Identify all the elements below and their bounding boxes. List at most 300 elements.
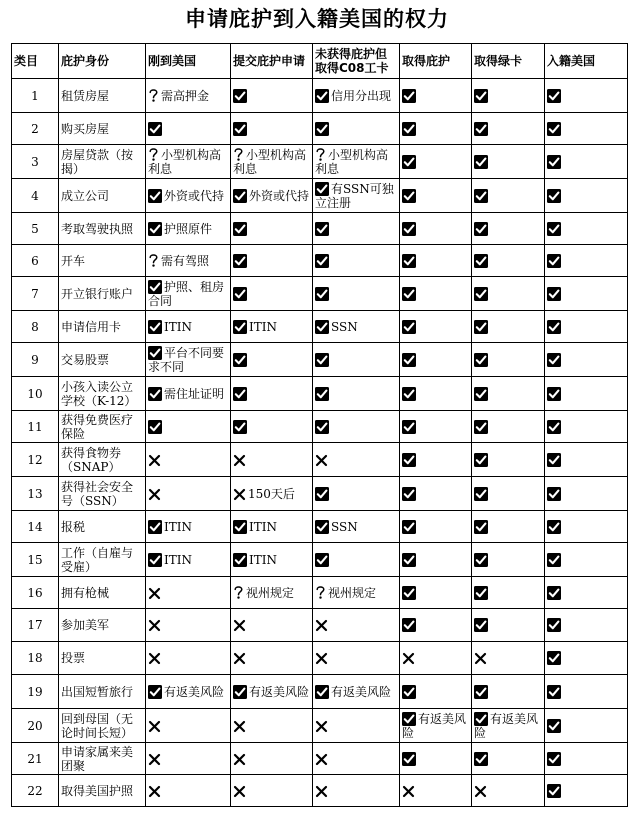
status-cell xyxy=(313,377,400,411)
row-number: 17 xyxy=(12,609,59,642)
checkbox-checked-icon xyxy=(547,254,561,268)
status-cell xyxy=(545,113,628,145)
status-cell xyxy=(545,609,628,642)
status-cell xyxy=(146,577,231,609)
checkbox-checked-icon xyxy=(474,553,488,567)
checkbox-checked-icon xyxy=(474,520,488,534)
status-cell xyxy=(400,245,472,277)
table-row xyxy=(12,743,628,775)
checkbox-checked-icon xyxy=(233,320,247,334)
cell-note: 150天后 xyxy=(248,486,295,501)
checkbox-checked-icon xyxy=(315,387,329,401)
status-cell xyxy=(472,245,545,277)
table-row xyxy=(12,477,628,511)
checkbox-checked-icon xyxy=(233,89,247,103)
status-cell xyxy=(545,79,628,113)
status-cell xyxy=(146,79,231,113)
checkbox-checked-icon xyxy=(547,320,561,334)
status-cell xyxy=(313,311,400,343)
status-cell xyxy=(313,675,400,709)
checkbox-checked-icon xyxy=(474,222,488,236)
checkbox-checked-icon xyxy=(474,618,488,632)
checkbox-checked-icon xyxy=(474,453,488,467)
status-cell xyxy=(545,642,628,675)
checkbox-checked-icon xyxy=(233,189,247,203)
status-cell xyxy=(146,343,231,377)
cross-icon xyxy=(233,652,246,665)
row-item: 购买房屋 xyxy=(59,113,146,145)
row-item: 回到母国（无论时间长短） xyxy=(59,709,146,743)
row-number: 4 xyxy=(12,179,59,213)
row-item: 租赁房屋 xyxy=(59,79,146,113)
status-cell xyxy=(146,642,231,675)
checkbox-checked-icon xyxy=(315,254,329,268)
status-cell xyxy=(313,511,400,543)
checkbox-checked-icon xyxy=(233,387,247,401)
status-cell xyxy=(231,377,313,411)
row-item: 房屋贷款（按揭） xyxy=(59,145,146,179)
checkbox-checked-icon xyxy=(315,487,329,501)
cross-icon xyxy=(315,454,328,467)
header-category: 类目 xyxy=(12,44,59,79)
status-cell xyxy=(313,343,400,377)
status-cell xyxy=(313,79,400,113)
status-cell xyxy=(146,179,231,213)
status-cell xyxy=(313,411,400,443)
cell-note: 小型机构高利息 xyxy=(315,148,389,176)
cross-icon xyxy=(233,488,246,501)
cell-note: 有返美风险 xyxy=(249,684,310,699)
row-item: 参加美军 xyxy=(59,609,146,642)
table-row xyxy=(12,343,628,377)
status-cell xyxy=(231,675,313,709)
status-cell xyxy=(313,642,400,675)
status-cell xyxy=(400,113,472,145)
checkbox-checked-icon xyxy=(474,353,488,367)
question-mark-icon xyxy=(148,253,159,268)
checkbox-checked-icon xyxy=(402,752,416,766)
status-cell xyxy=(545,511,628,543)
status-cell xyxy=(313,145,400,179)
header-asylum-status: 庇护身份 xyxy=(59,44,146,79)
table-row xyxy=(12,79,628,113)
checkbox-checked-icon xyxy=(547,287,561,301)
cell-note: 视州规定 xyxy=(328,586,377,600)
row-number: 22 xyxy=(12,775,59,807)
checkbox-checked-icon xyxy=(547,586,561,600)
checkbox-checked-icon xyxy=(547,784,561,798)
table-row xyxy=(12,511,628,543)
status-cell xyxy=(545,743,628,775)
cell-note: 需有驾照 xyxy=(161,254,210,268)
checkbox-checked-icon xyxy=(233,353,247,367)
checkbox-checked-icon xyxy=(547,353,561,367)
status-cell xyxy=(545,477,628,511)
row-number: 6 xyxy=(12,245,59,277)
cross-icon xyxy=(315,785,328,798)
checkbox-checked-icon xyxy=(474,712,488,726)
status-cell xyxy=(146,443,231,477)
checkbox-checked-icon xyxy=(233,520,247,534)
checkbox-checked-icon xyxy=(315,89,329,103)
row-number: 16 xyxy=(12,577,59,609)
row-number: 13 xyxy=(12,477,59,511)
header-naturalized: 入籍美国 xyxy=(545,44,628,79)
status-cell xyxy=(400,443,472,477)
rights-table xyxy=(11,43,628,807)
checkbox-checked-icon xyxy=(547,89,561,103)
checkbox-checked-icon xyxy=(474,387,488,401)
cell-note: 小型机构高利息 xyxy=(233,148,307,176)
cell-note: 信用分出现 xyxy=(331,88,392,103)
table-row xyxy=(12,213,628,245)
checkbox-checked-icon xyxy=(402,254,416,268)
status-cell xyxy=(400,311,472,343)
status-cell xyxy=(313,213,400,245)
status-cell xyxy=(400,145,472,179)
cell-note: 有返美风险 xyxy=(164,684,225,699)
cross-icon xyxy=(233,619,246,632)
status-cell xyxy=(231,79,313,113)
status-cell xyxy=(146,511,231,543)
status-cell xyxy=(313,113,400,145)
checkbox-checked-icon xyxy=(474,287,488,301)
status-cell xyxy=(146,277,231,311)
checkbox-checked-icon xyxy=(148,387,162,401)
status-cell xyxy=(400,277,472,311)
cell-note: 小型机构高利息 xyxy=(148,148,222,176)
status-cell xyxy=(545,543,628,577)
question-mark-icon xyxy=(233,585,244,600)
status-cell xyxy=(400,511,472,543)
status-cell xyxy=(472,609,545,642)
status-cell xyxy=(472,277,545,311)
status-cell xyxy=(400,609,472,642)
header-granted-asylum: 取得庇护 xyxy=(400,44,472,79)
status-cell xyxy=(545,775,628,807)
checkbox-checked-icon xyxy=(547,122,561,136)
cell-note: 平台不同要求不同 xyxy=(148,345,225,374)
table-row xyxy=(12,709,628,743)
cell-note: ITIN xyxy=(164,319,192,334)
table-row xyxy=(12,113,628,145)
checkbox-checked-icon xyxy=(547,222,561,236)
cell-note: SSN xyxy=(331,319,358,334)
table-row xyxy=(12,775,628,807)
status-cell xyxy=(400,642,472,675)
status-cell xyxy=(146,609,231,642)
status-cell xyxy=(231,443,313,477)
table-body xyxy=(12,79,628,807)
status-cell xyxy=(313,245,400,277)
status-cell xyxy=(146,477,231,511)
row-item: 申请家属来美团聚 xyxy=(59,743,146,775)
cell-note: 有SSN可独立注册 xyxy=(315,181,394,210)
table-row xyxy=(12,411,628,443)
checkbox-checked-icon xyxy=(148,222,162,236)
checkbox-checked-icon xyxy=(315,353,329,367)
checkbox-checked-icon xyxy=(474,420,488,434)
status-cell xyxy=(146,213,231,245)
status-cell xyxy=(472,443,545,477)
status-cell xyxy=(472,675,545,709)
status-cell xyxy=(400,775,472,807)
status-cell xyxy=(400,179,472,213)
table-header-row xyxy=(12,44,628,79)
checkbox-checked-icon xyxy=(474,89,488,103)
checkbox-checked-icon xyxy=(402,520,416,534)
status-cell xyxy=(313,277,400,311)
checkbox-checked-icon xyxy=(148,553,162,567)
status-cell xyxy=(472,709,545,743)
cross-icon xyxy=(233,454,246,467)
status-cell xyxy=(231,343,313,377)
cross-icon xyxy=(148,619,161,632)
checkbox-checked-icon xyxy=(233,287,247,301)
status-cell xyxy=(472,577,545,609)
checkbox-checked-icon xyxy=(547,453,561,467)
question-mark-icon xyxy=(315,585,326,600)
cross-icon xyxy=(402,785,415,798)
cell-note: ITIN xyxy=(249,319,277,334)
status-cell xyxy=(545,411,628,443)
status-cell xyxy=(545,311,628,343)
status-cell xyxy=(231,775,313,807)
cell-note: 视州规定 xyxy=(246,586,295,600)
checkbox-checked-icon xyxy=(402,712,416,726)
checkbox-checked-icon xyxy=(547,420,561,434)
cell-note: 有返美风险 xyxy=(474,711,539,740)
row-number: 11 xyxy=(12,411,59,443)
checkbox-checked-icon xyxy=(148,189,162,203)
checkbox-checked-icon xyxy=(402,189,416,203)
checkbox-checked-icon xyxy=(148,122,162,136)
row-item: 开立银行账户 xyxy=(59,277,146,311)
checkbox-checked-icon xyxy=(474,487,488,501)
status-cell xyxy=(231,213,313,245)
table-row xyxy=(12,443,628,477)
status-cell xyxy=(472,377,545,411)
checkbox-checked-icon xyxy=(547,520,561,534)
status-cell xyxy=(472,213,545,245)
checkbox-checked-icon xyxy=(474,586,488,600)
row-item: 开车 xyxy=(59,245,146,277)
cell-note: SSN xyxy=(331,519,358,534)
status-cell xyxy=(313,477,400,511)
table-row xyxy=(12,277,628,311)
cross-icon xyxy=(315,619,328,632)
status-cell xyxy=(231,642,313,675)
checkbox-checked-icon xyxy=(315,287,329,301)
status-cell xyxy=(472,477,545,511)
checkbox-checked-icon xyxy=(402,387,416,401)
cell-note: 有返美风险 xyxy=(402,711,467,740)
checkbox-checked-icon xyxy=(233,222,247,236)
checkbox-checked-icon xyxy=(547,487,561,501)
status-cell xyxy=(472,113,545,145)
status-cell xyxy=(146,743,231,775)
row-item: 获得社会安全号（SSN） xyxy=(59,477,146,511)
cross-icon xyxy=(148,454,161,467)
checkbox-checked-icon xyxy=(402,618,416,632)
checkbox-checked-icon xyxy=(402,420,416,434)
cross-icon xyxy=(233,785,246,798)
cell-note: 外资或代持 xyxy=(249,188,310,203)
checkbox-checked-icon xyxy=(233,122,247,136)
cell-note: ITIN xyxy=(164,519,192,534)
row-item: 考取驾驶执照 xyxy=(59,213,146,245)
checkbox-checked-icon xyxy=(402,122,416,136)
header-green-card: 取得绿卡 xyxy=(472,44,545,79)
row-number: 15 xyxy=(12,543,59,577)
question-mark-icon xyxy=(315,147,326,162)
status-cell xyxy=(545,377,628,411)
status-cell xyxy=(146,543,231,577)
row-number: 5 xyxy=(12,213,59,245)
status-cell xyxy=(231,311,313,343)
checkbox-checked-icon xyxy=(474,320,488,334)
status-cell xyxy=(472,311,545,343)
status-cell xyxy=(545,343,628,377)
status-cell xyxy=(472,642,545,675)
row-item: 出国短暂旅行 xyxy=(59,675,146,709)
header-c08-work-permit: 未获得庇护但取得C08工卡 xyxy=(313,44,400,79)
status-cell xyxy=(313,543,400,577)
question-mark-icon xyxy=(233,147,244,162)
status-cell xyxy=(545,443,628,477)
status-cell xyxy=(545,179,628,213)
cross-icon xyxy=(148,587,161,600)
status-cell xyxy=(545,577,628,609)
row-item: 取得美国护照 xyxy=(59,775,146,807)
checkbox-checked-icon xyxy=(402,586,416,600)
status-cell xyxy=(146,245,231,277)
status-cell xyxy=(146,145,231,179)
cell-note: 有返美风险 xyxy=(331,684,392,699)
status-cell xyxy=(400,411,472,443)
checkbox-checked-icon xyxy=(547,155,561,169)
cross-icon xyxy=(148,753,161,766)
checkbox-checked-icon xyxy=(315,320,329,334)
table-row xyxy=(12,245,628,277)
row-number: 21 xyxy=(12,743,59,775)
status-cell xyxy=(400,477,472,511)
status-cell xyxy=(146,113,231,145)
checkbox-checked-icon xyxy=(402,685,416,699)
status-cell xyxy=(146,775,231,807)
checkbox-checked-icon xyxy=(315,182,329,196)
cell-note: 外资或代持 xyxy=(164,188,225,203)
page-title: 申请庇护到入籍美国的权力 xyxy=(185,7,449,31)
checkbox-checked-icon xyxy=(402,222,416,236)
status-cell xyxy=(231,511,313,543)
row-number: 14 xyxy=(12,511,59,543)
cross-icon xyxy=(315,720,328,733)
table-row xyxy=(12,145,628,179)
table-row xyxy=(12,311,628,343)
checkbox-checked-icon xyxy=(402,553,416,567)
cross-icon xyxy=(315,652,328,665)
row-item: 小孩入读公立学校（K-12） xyxy=(59,377,146,411)
cell-note: 需住址证明 xyxy=(164,386,225,401)
status-cell xyxy=(400,213,472,245)
status-cell xyxy=(400,79,472,113)
cross-icon xyxy=(148,720,161,733)
status-cell xyxy=(545,213,628,245)
cross-icon xyxy=(315,753,328,766)
status-cell xyxy=(472,343,545,377)
cross-icon xyxy=(474,652,487,665)
checkbox-checked-icon xyxy=(402,320,416,334)
status-cell xyxy=(231,113,313,145)
status-cell xyxy=(472,145,545,179)
table-row xyxy=(12,675,628,709)
question-mark-icon xyxy=(148,88,159,103)
row-item: 报税 xyxy=(59,511,146,543)
question-mark-icon xyxy=(148,147,159,162)
checkbox-checked-icon xyxy=(547,553,561,567)
status-cell xyxy=(313,179,400,213)
status-cell xyxy=(313,443,400,477)
status-cell xyxy=(400,377,472,411)
checkbox-checked-icon xyxy=(148,320,162,334)
status-cell xyxy=(545,709,628,743)
cross-icon xyxy=(233,720,246,733)
cross-icon xyxy=(148,652,161,665)
checkbox-checked-icon xyxy=(474,685,488,699)
status-cell xyxy=(231,145,313,179)
status-cell xyxy=(472,411,545,443)
checkbox-checked-icon xyxy=(402,155,416,169)
row-item: 获得免费医疗保险 xyxy=(59,411,146,443)
status-cell xyxy=(231,709,313,743)
row-item: 拥有枪械 xyxy=(59,577,146,609)
status-cell xyxy=(400,343,472,377)
checkbox-checked-icon xyxy=(474,752,488,766)
status-cell xyxy=(472,775,545,807)
checkbox-checked-icon xyxy=(233,685,247,699)
status-cell xyxy=(146,377,231,411)
cross-icon xyxy=(148,488,161,501)
row-item: 获得食物券（SNAP） xyxy=(59,443,146,477)
status-cell xyxy=(472,511,545,543)
row-number: 8 xyxy=(12,311,59,343)
table-row xyxy=(12,577,628,609)
status-cell xyxy=(313,609,400,642)
status-cell xyxy=(472,543,545,577)
status-cell xyxy=(231,179,313,213)
cell-note: 需高押金 xyxy=(161,89,210,103)
status-cell xyxy=(313,709,400,743)
status-cell xyxy=(545,145,628,179)
row-item: 投票 xyxy=(59,642,146,675)
checkbox-checked-icon xyxy=(148,280,162,294)
row-number: 3 xyxy=(12,145,59,179)
status-cell xyxy=(231,577,313,609)
row-number: 7 xyxy=(12,277,59,311)
checkbox-checked-icon xyxy=(148,685,162,699)
row-number: 19 xyxy=(12,675,59,709)
cross-icon xyxy=(148,785,161,798)
row-item: 交易股票 xyxy=(59,343,146,377)
status-cell xyxy=(400,743,472,775)
checkbox-checked-icon xyxy=(315,420,329,434)
checkbox-checked-icon xyxy=(402,453,416,467)
header-filed-asylum: 提交庇护申请 xyxy=(231,44,313,79)
cell-note: ITIN xyxy=(164,552,192,567)
table-row xyxy=(12,642,628,675)
checkbox-checked-icon xyxy=(474,254,488,268)
